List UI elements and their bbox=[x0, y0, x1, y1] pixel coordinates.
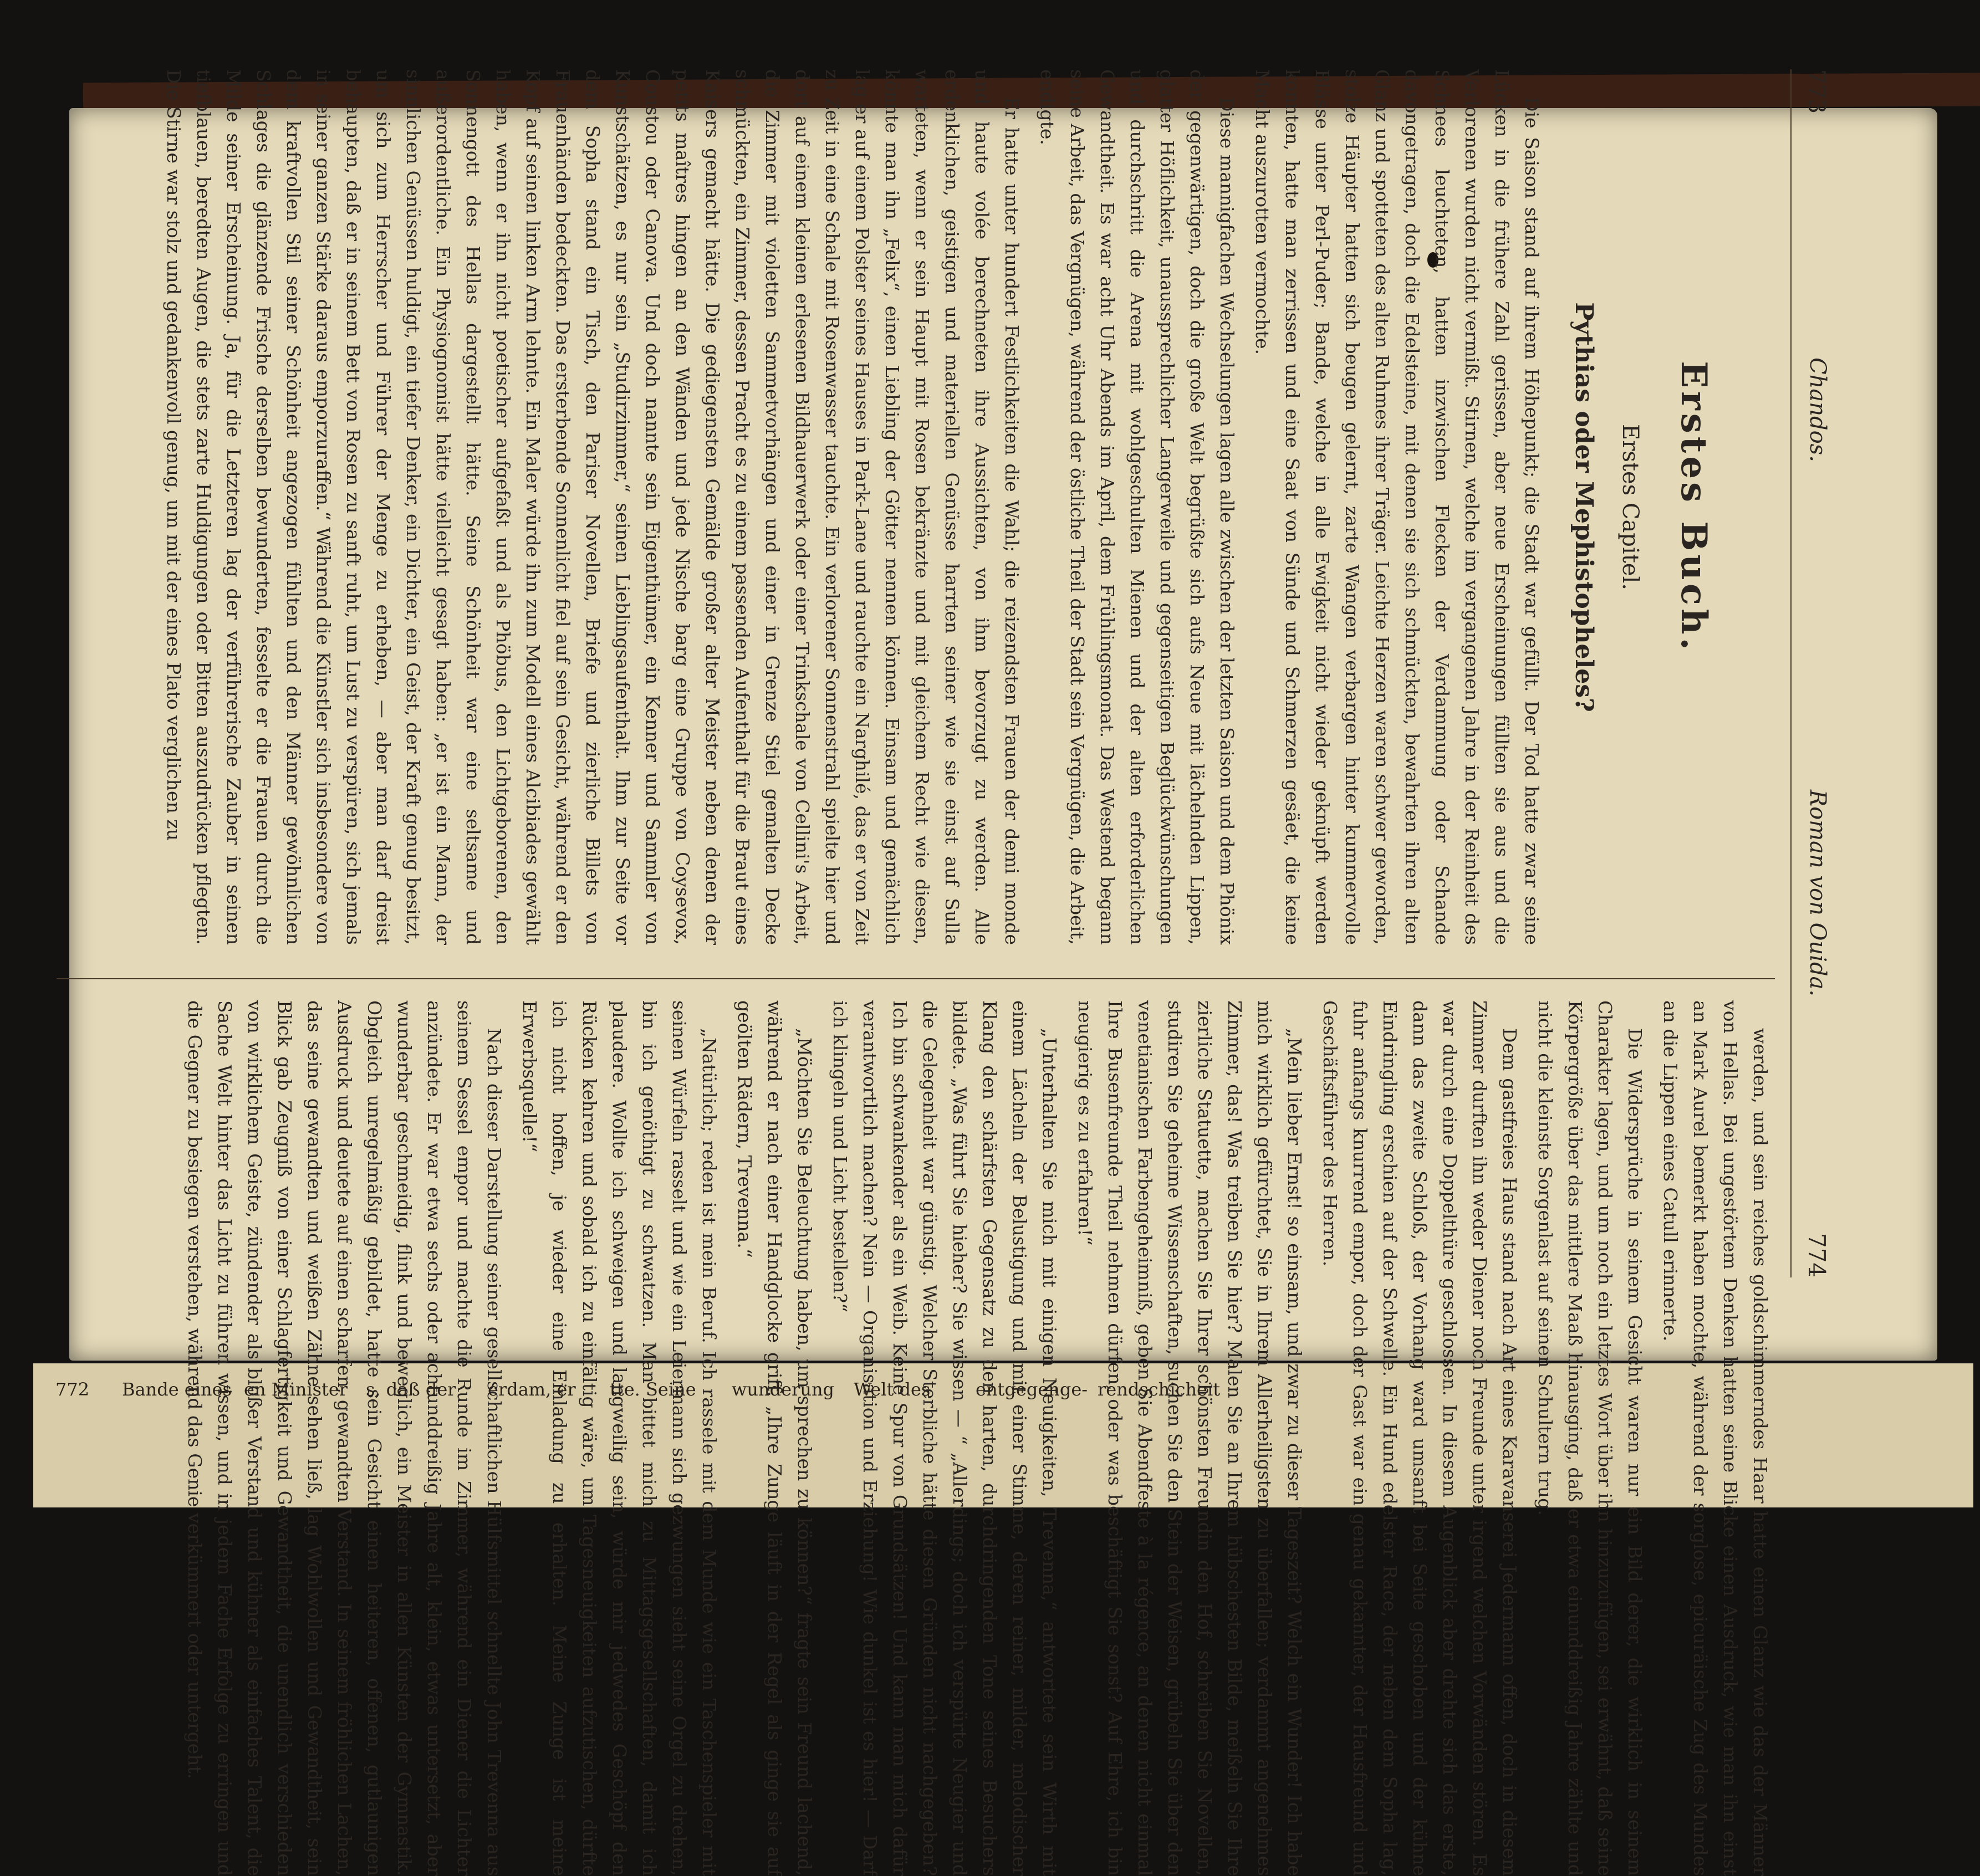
paragraph: Nach dieser Darstellung seiner gesellschaftlichen Hülfsmittel schnellte John Trevenna aus seinem Sessel empor und machte die Runde im Zimmer, während ein Diener die Lichter anzündete. Er war etwa sechs oder achtunddreißig Jahre alt, klein, etwas untersetzt, aber wunderbar geschmeidig, flink und beweglich, ein Meister in allen Künsten der Gymnastik. Obgleich unregelmäßig gebildet, hatte sein Gesicht einen heiteren, offenen, gutlaunigen Ausdruck und deutete auf einen scharfen, gewandten Verstand. In seinem fröhlichen Lachen, das seine gewandten und weißen Zähne sehen ließ, lag Wohlwollen und Gewandtheit, sein Blick gab Zeugniß von einer Schlagfertigkeit und Gewandtheit, die unendlich verschieden von wirklichem Geiste, zündender als bloßer Verstand und kühner als einfaches Talent, die Sache Welt hinter das Licht zu führen wissen, und in jedem Fache Erfolge zu erringen und die Gegner zu besiegen verstehen, während das Genie verkümmert oder untergeht. bbox=[184, 1000, 505, 1876]
underlying-fragment: tte. Seine bbox=[610, 1379, 696, 1400]
chapter-title: Pythias oder Mephistopheles? bbox=[1570, 302, 1598, 712]
underlying-fragment: en Minister bbox=[244, 1379, 348, 1400]
underlying-fragment: entgegenge- bbox=[976, 1379, 1088, 1400]
paragraph: Die Widersprüche in seinem Gesicht waren nur ein Bild derer, die wirklich in seinem Charakter lagen, und um noch ein letztes Wort über ihn hinzuzufügen, sei erwähnt, daß seine Körpergröße über das mittlere Maaß hinausging, daß er etwa einunddreißig Jahre zählte und nicht die kleinste Sorgenlast auf seinen Schultern trug. bbox=[1534, 1000, 1646, 1876]
underlying-fragment: Welt des bbox=[854, 1379, 931, 1400]
underlying-fragment: wunderung bbox=[732, 1379, 835, 1400]
paragraph: Er hatte unter hundert Festlichkeiten die Wahl; die reizendsten Frauen der demi monde und haute volée berechneten ihre Aussichten, von ihm bevorzugt zu werden. Alle erdenklichen, geistigen und materiellen Genüsse harrten seiner wie sie einst auf Sulla warteten, wenn er sein Haupt mit Rosen bekränzte und mit gleichem Recht wie diesen, könnte man ihn „Felix“, einen Liebling der Götter nennen können. Einsam und gemächlich lag er auf einem Polster seines Hauses in Park-Lane und rauchte ein Narghilé, das er von Zeit zu Zeit in eine Schale mit Rosenwasser tauchte. Ein verlorener Sonnenstrahl spielte hier und dort auf einem kleinen erlesenen Bildhauerwerk oder einer Trinkschale von Cellini's Arbeit, die Zimmer mit violetten Sammetvorhängen und einer in Grenze Stiel gemalten Decke schmückten, ein Zimmer, dessen Pracht es zu einem passenden Aufenthalt für die Braut eines Kaisers gemacht hätte. Die gediegensten Gemälde großer alter Meister neben denen der petits maîtres hingen an den Wänden und jede Nische barg eine Gruppe von Coysevox, Coustou oder Canova. Und doch nannte sein Eigenthümer, ein Kenner und Sammler von Kunstschätzen, es nur sein „Studirzimmer,“ seinen Lieblingsaufenthalt. Ihm zur Seite vor dem Sopha stand ein Tisch, den Pariser Novellen, Briefe und zierliche Billets von Frauenhänden bedeckten. Das ersterbende Sonnenlicht fiel auf sein Gesicht, während er den Kopf auf seinen linken Arm lehnte. Ein Maler würde ihn zum Modell eines Alcibiades gewählt haben, wenn er ihn nicht poetischer aufgefaßt und als Phöbus, den Lichtgeborenen, den Sonnengott des Hellas dargestellt hätte. Seine Schönheit war eine seltsame und außerordentliche. Ein Physiognomist hätte vielleicht gesagt haben: „er ist ein Mann, der sinnlichen Genüssen huldigt, ein tiefer Denker, ein Dichter, ein Geist, der Kraft genug besitzt, um sich zum Herrscher und Führer der Menge zu erheben, — aber man darf dreist behaupten, daß er in seinem Bett von Rosen zu sanft ruht, um Lust zu verspüren, sich jemals in seiner ganzen Stärke daraus emporzuraffen.“ Während die Künstler sich insbesondere von dem kraftvollen Stil seiner Schönheit angezogen fühlten und den Männer gewöhnlichen Schlages die glänzende Frische derselben bewunderten, fesselte er die Frauen durch die Milde seiner Erscheinung. Ja, für die Letzteren lag der verführerische Zauber in seinen tiefblauen, beredten Augen, die stets zarte Huldigungen oder Bitten auszudrücken pflegten. Die Stirne war stolz und gedankenvoll genug, um mit der eines Plato verglichen zu bbox=[163, 69, 1023, 945]
right-running-title: Roman von Ouida. bbox=[1805, 790, 1830, 997]
chapter-heading: Erstes Capitel. bbox=[1617, 424, 1643, 590]
paragraph: Die Saison stand auf ihrem Höhepunkt; die Stadt war gefüllt. Der Tod hatte zwar seine Lücken in die frühere Zahl gerissen, aber neue Erscheinungen füllten sie aus und die Verlorenen wurden nicht vermißt. Stirnen, welche im vergangenen Jahre in der Reinheit des Schnees leuchteten, hatten inzwischen Flecken der Verdammung oder Schande davongetragen, doch die Edelsteine, mit denen sie sich schmückten, bewahrten ihren alten Glanz und spotteten des alten Ruhmes ihrer Träger. Leichte Herzen waren schwer geworden, stolze Häupter hatten sich beugen gelernt, zarte Wangen verbargen hinter kummervolle Blässe unter Perl-Puder; Bande, welche in alle Ewigkeit nicht wieder geknüpft werden konnten, hatte man zerrissen und eine Saat von Sünde und Schmerzen gesäet, die keine Macht auszurotten vermochte. bbox=[1252, 69, 1543, 945]
underlying-fragment: rendschicheit bbox=[1098, 1379, 1221, 1400]
header-rule bbox=[1790, 69, 1792, 1277]
right-page-number: 774 bbox=[1803, 1233, 1830, 1277]
left-column bbox=[153, 69, 1775, 945]
book-title: Erstes Buch. bbox=[1673, 361, 1714, 653]
left-page-number: 773 bbox=[1803, 69, 1830, 114]
underlying-fragment: s, daß der bbox=[366, 1379, 456, 1400]
paragraph: Dem gastfreies Haus stand nach Art eines Karavanserei Jedermann offen, doch in diesem Zimmer durften ihn weder Diener noch Freunde unter irgend welchen Vorwänden stören. Es war durch eine Doppelthüre geschlossen. In diesem Augenblick aber drehte sich das erste, dann das zweite Schloß, der Vorhang ward umsanft bei Seite geschoben und der kühne Eindringling erschien auf der Schwelle. Ein Hund edelster Race, der neben dem Sopha lag, fuhr anfangs knurrend empor, doch der Gast war ein genau gekannter, der Hausfreund und Geschäftsführer des Herren. bbox=[1319, 1000, 1520, 1876]
paragraph: „Natürlich; reden ist mein Beruf. Ich rassele mit dem Munde wie ein Taschenspieler mit seinen Würfeln rasselt und wie ein Leiermann sich gezwungen sieht seine Orgel zu drehen, bin ich genöthigt zu schwatzen. Man bittet mich zu Mittagsgesellschaften, damit ich plaudere. Wollte ich schweigen und langweilig sein, würde mir jedwedes Geschöpf den Rücken kehren und sobald ich zu einfältig wäre, um Tagesneuigkeiten aufzutischen, dürfte ich nicht hoffen, je wieder eine Einladung zu erhalten. Meine Zunge ist meine Erwerbsquelle!“ bbox=[519, 1000, 720, 1876]
paragraph: Diese mannigfachen Wechselungen lagen alle zwischen der letzten Saison und dem Phönix der gegenwärtigen, doch die große Welt begrüßte sich aufs Neue mit lächelnden Lippen, glatter Höflichkeit, unaussprechlicher Langerweile und gegenseitigen Beglückwünschungen und durchschritt die Arena mit wohlgeschulten Mienen und der alten erforderlichen Gewandtheit. Es war acht Uhr Abends im April, dem Frühlingsmonat. Das Westend begann seine Arbeit, das Vergnügen, während der östliche Theil der Stadt sein Vergnügen, die Arbeit, endigte. bbox=[1037, 69, 1238, 945]
running-head bbox=[1797, 69, 1830, 1277]
paragraph: „Mein lieber Ernst! so einsam, und zwar zu dieser Tageszeit? Welch ein Wunder! Ich habe mich wirklich gefürchtet, Sie in Ihrem Allerheiligsten zu überfallen; verdammt angenehmes Zimmer, das! Was treiben Sie hier? Malen Sie an Ihrem hübschesten Bilde, meißeln Sie Ihre zierliche Statuette, machen Sie Ihrer schönsten Freundin den Hof, schreiben Sie Novellen, studiren Sie geheime Wissenschaften, suchen Sie den Stein der Weisen, grübeln Sie über den venetianischen Farbengeheimniß, geben Sie Abendfeste à la régence, an denen nicht einmal Ihre Busenfreunde Theil nehmen dürfen, oder was beschäftigt Sie sonst? Auf Ehre, ich bin neugierig es zu erfahren!“ bbox=[1074, 1000, 1305, 1876]
underlying-fragment: erdam, er bbox=[488, 1379, 576, 1400]
underlying-page-number: 772 bbox=[55, 1379, 90, 1400]
left-running-title: Chandos. bbox=[1805, 357, 1830, 462]
right-column bbox=[174, 1000, 1775, 1876]
paragraph: „Möchten Sie Beleuchtung haben, um sprechen zu können?“ fragte sein Freund lachend, während er nach einer Handglocke griff. „Ihre Zunge läuft in der Regel als ginge sie auf geölten Rädern, Trevenna.“ bbox=[734, 1000, 815, 1876]
column-divider bbox=[57, 978, 1775, 979]
paragraph: werden, und sein reiches goldschimmerndes Haar hatte einen Glanz wie das der Männer von Hellas. Bei ungestörtem Denken hatten seine Blicke einen Ausdruck, wie man ihn einst an Mark Aurel bemerkt haben mochte, während der sorglose, epicuräische Zug des Mundes an die Lippen eines Catull erinnerte. bbox=[1660, 1000, 1771, 1876]
underlying-fragment: Bande eines bbox=[122, 1379, 232, 1400]
paragraph: „Unterhalten Sie mich mit einigen Neuigkeiten, Trevenna,“ antwortete sein Wirth mit einem Lächeln der Belustigung und mit einer Stimme, deren reiner, milder, melodischer Klang den schärfsten Gegensatz zu den harten, durchdringenden Tone seines Besuchers bildete. „Was führt Sie hieher? Sie wissen — “ „Allerdings; doch ich verspürte Neugier und die Gelegenheit war günstig. Welcher Sterbliche hätte diesen Gründen nicht nachgegeben? Ich bin schwankender als ein Weib. Keine Spur von Grundsätzen! Und kann man mich dafür verantwortlich machen? Nein — Organisation und Erziehung! Wie dunkel ist es hier! — Darf ich klingeln und Licht bestellen?“ bbox=[829, 1000, 1060, 1876]
